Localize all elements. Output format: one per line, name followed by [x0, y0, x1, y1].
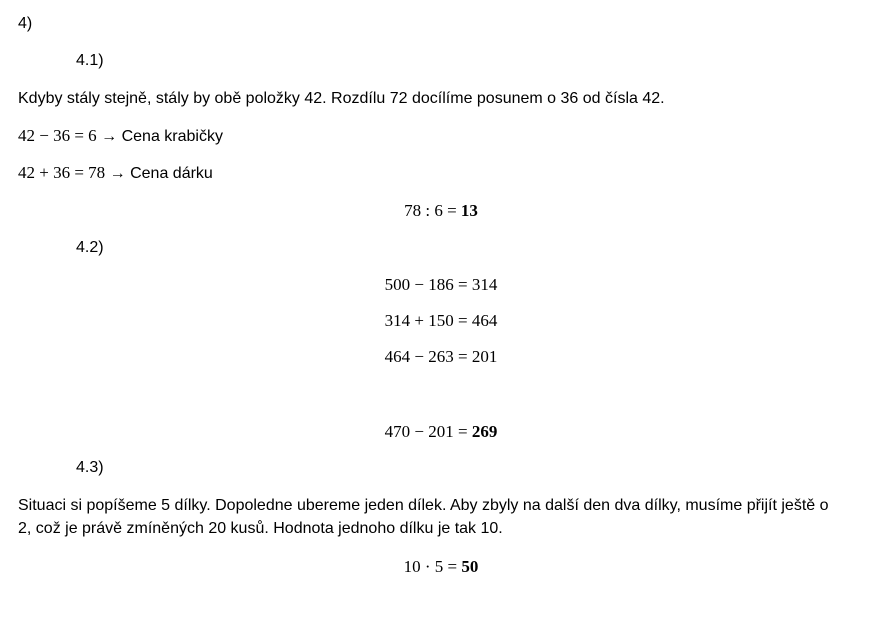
arrow-icon: →: [109, 165, 126, 182]
step-2: 314 + 150 = 464: [384, 311, 498, 330]
part-label-4-3: 4.3): [76, 459, 104, 476]
result-expression: 10 · 5 =: [403, 557, 462, 576]
result-answer: 50: [461, 557, 479, 576]
equation-label: Cena krabičky: [121, 128, 223, 145]
equation-label: Cena dárku: [130, 165, 213, 182]
result-4-2: [0, 422, 882, 442]
equation-gift-price: [18, 163, 213, 184]
result-answer: 13: [460, 201, 478, 220]
equation-math: 42 − 36 = 6: [18, 126, 97, 145]
part-4-1-intro: Kdyby stály stejně, stály by obě položky 42. Rozdílu 72 docílíme posunem o 36 od čísla 42.: [18, 90, 665, 107]
step-1: 500 − 186 = 314: [384, 275, 498, 294]
equation-box-price: [18, 126, 223, 147]
result-answer: 269: [471, 422, 498, 441]
part-label-4-2: 4.2): [76, 239, 104, 256]
part-label-4-1: 4.1): [76, 52, 104, 69]
step-3: 464 − 263 = 201: [384, 347, 498, 366]
result-expression: 470 − 201 =: [384, 422, 472, 441]
result-expression: 78 : 6 =: [404, 201, 461, 220]
part-4-3-text-line-1: Situaci si popíšeme 5 dílky. Dopoledne ubereme jeden dílek. Aby zbyly na další den dva dílky, musíme přijít ještě o: [18, 497, 829, 514]
result-4-3: [0, 557, 882, 577]
equation-math: 42 + 36 = 78: [18, 163, 106, 182]
arrow-icon: →: [101, 128, 118, 145]
section-number: 4): [18, 15, 33, 32]
result-4-1: [0, 201, 882, 221]
part-4-3-text-line-2: 2, což je právě zmíněných 20 kusů. Hodnota jednoho dílku je tak 10.: [18, 520, 503, 537]
